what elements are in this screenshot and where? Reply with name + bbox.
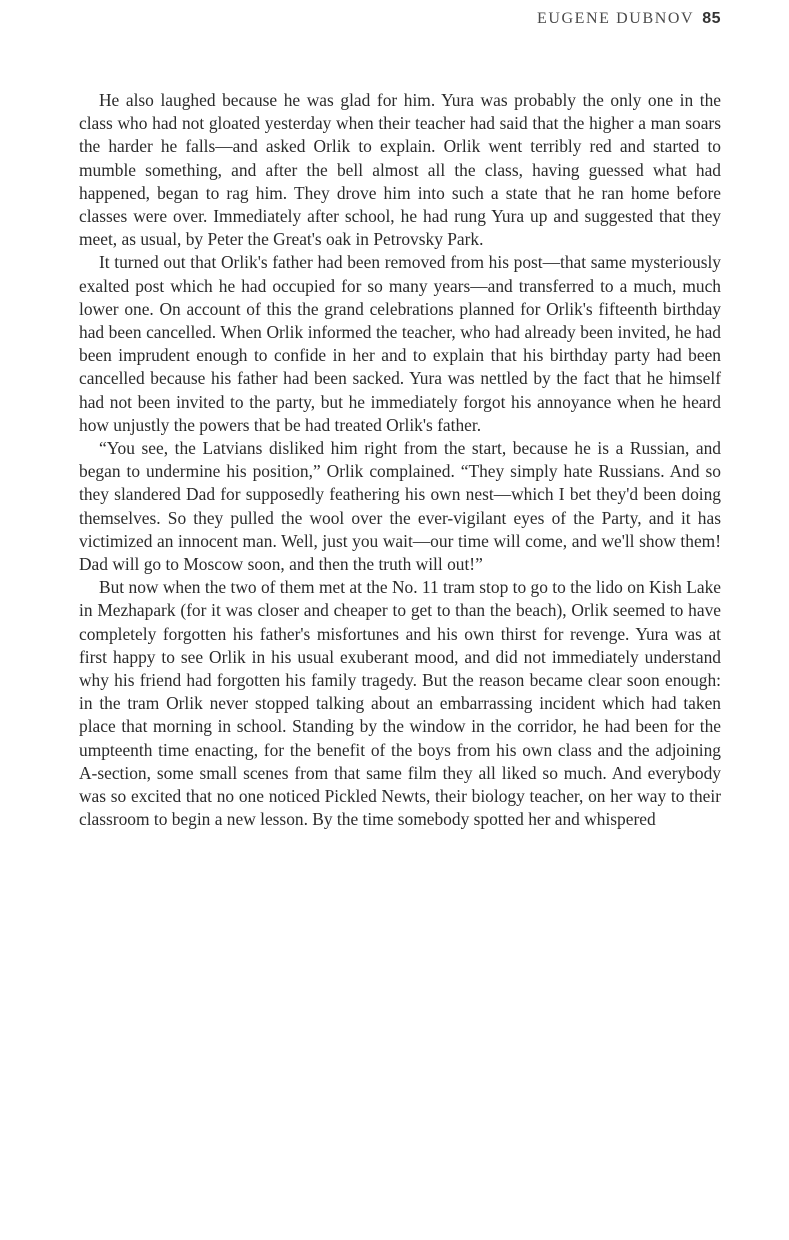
paragraph: “You see, the Latvians disliked him right from the start, because he is a Russian, and began to undermine his position,” Orlik complained. “They simply hate Russians. And so they slandered Dad for supposedly feathering his own nest—which I bet they'd been doing themselves. So they pulled the wool over the ever-vigilant eyes of the Party, and it has victimized an innocent man. Well, just you wait—our time will come, and we'll show them! Dad will go to Moscow soon, and then the truth will out!” bbox=[79, 438, 721, 575]
page-number: 85 bbox=[702, 10, 721, 27]
body-text bbox=[79, 89, 721, 832]
paragraph: He also laughed because he was glad for him. Yura was probably the only one in the class who had not gloated yesterday when their teacher had said that the higher a man soars the harder he falls—and asked Orlik to explain. Orlik went terribly red and started to mumble something, and after the bell almost all the class, having guessed what had happened, began to rag him. They drove him into such a state that he ran home before classes were over. Immediately after school, he had rung Yura up and suggested that they meet, as usual, by Peter the Great's oak in Petrovsky Park. bbox=[79, 90, 721, 250]
paragraph: It turned out that Orlik's father had been removed from his post—that same mysteriously exalted post which he had occupied for so many years—and transferred to a much, much lower one. On account of this the grand celebrations planned for Orlik's fifteenth birthday had been cancelled. When Orlik informed the teacher, who had already been invited, he had been imprudent enough to confide in her and to explain that his birthday party had been cancelled because his father had been sacked. Yura was nettled by the fact that he himself had not been invited to the party, but he immediately forgot his annoyance when he heard how unjustly the powers that be had treated Orlik's father. bbox=[79, 252, 721, 435]
running-header bbox=[537, 10, 721, 28]
author-name: EUGENE DUBNOV bbox=[536, 10, 695, 27]
paragraph: But now when the two of them met at the No. 11 tram stop to go to the lido on Kish Lake in Mezhapark (for it was closer and cheaper to get to than the beach), Orlik seemed to have completely forgotten his father's misfortunes and his own thirst for revenge. Yura was at first happy to see Orlik in his usual exuberant mood, and did not immediately understand why his friend had forgotten his family tragedy. But the reason became clear soon enough: in the tram Orlik never stopped talking about an embarrassing incident which had taken place that morning in school. Standing by the window in the corridor, he had been for the umpteenth time enacting, for the benefit of the boys from his own class and the adjoining A-section, some small scenes from that same film they all liked so much. And everybody was so excited that no one noticed Pickled Newts, their biology teacher, on her way to their classroom to begin a new lesson. By the time somebody spotted her and whispered bbox=[79, 577, 721, 830]
